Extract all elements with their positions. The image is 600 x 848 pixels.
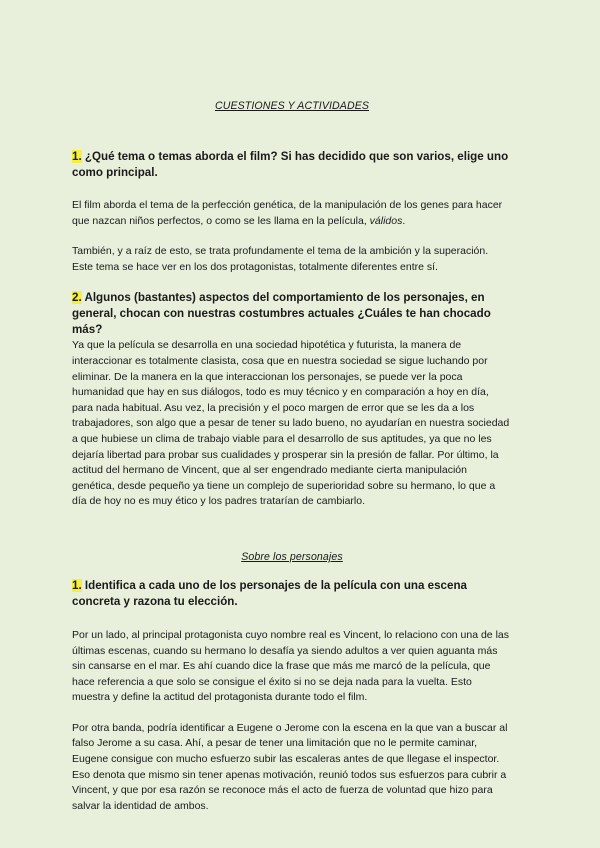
- answer-1-paragraph-1-text: El film aborda el tema de la perfección genética, de la manipulación de los genes para hacer que nazcan niños perfectos, o como se les llama en la película,: [72, 199, 503, 227]
- question-2-text: Algunos (bastantes) aspectos del comportamiento de los personajes, en general, chocan con nuestras costumbres actuales ¿Cuáles te han chocado más?: [72, 291, 491, 337]
- question-3-text: Identifica a cada uno de los personajes de la película con una escena concreta y razona tu elección.: [72, 578, 467, 608]
- question-2-number: 2.: [72, 291, 82, 305]
- answer-1-paragraph-2: También, y a raíz de esto, se trata profundamente el tema de la ambición y la superación. Este tema se hace ver en los dos protagonistas, totalmente diferentes entre sí.: [72, 245, 489, 273]
- question-1: [72, 149, 512, 181]
- answer-3-paragraph-1: Por un lado, al principal protagonista cuyo nombre real es Vincent, lo relaciono con una de las últimas escenas, cuando su hermano lo desafía ya siendo adultos a ver quien aguanta más sin cansarse en el mar. Es ahí cuando dice la frase que más me marcó de la película, que hace referencia a que solo se consigue el éxito si no se deja nada para la vuelta. Esto muestra y define la actitud del protagonista durante todo el film.: [72, 628, 509, 704]
- question-2: [72, 290, 512, 338]
- answer-3-paragraph-2: Por otra banda, podría identificar a Eugene o Jerome con la escena en la que van a buscar al falso Jerome a su casa. Ahí, a pesar de tener una limitación que no le permite caminar, Eugene consigue con mucho esfuerzo subir las escaleras antes de que llegase el inspector. Eso denota que mismo sin tener apenas motivación, reunió todos sus esfuerzos para cubrir a Vincent, y que por esa razón se reconoce más el acto de fuerza de voluntad que hizo para salvar la identidad de ambos.: [72, 721, 508, 812]
- answer-1-paragraph-1: [72, 198, 512, 229]
- answer-2-paragraph: Ya que la película se desarrolla en una sociedad hipotética y futurista, la manera de interaccionar es totalmente clasista, cosa que en nuestra sociedad se sigue luchando por eliminar. De la manera en la que interaccionan los personajes, se puede ver la poca humanidad que hay en sus diálogos, todo es muy técnico y en comparación a hoy en día, para nada habitual. Asu vez, la precisión y el poco margen de error que se les da a los trabajadores, son algo que a pesar de tener su lado bueno, no ayudarían en nuestra sociedad a que hubiese un clima de trabajo viable para el desarrollo de sus aptitudes, ya que no les dejaría libertad para probar sus cualidades y prosperar sin la presión de fallar. Por último, la actitud del hermano de Vincent, que al ser engendrado mediante cierta manipulación genética, desde pequeño ya tiene un complejo de superioridad sobre su hermano, lo que a día de hoy no es muy ético y los padres tratarían de cambiarlo.: [72, 339, 510, 508]
- question-1-text: ¿Qué tema o temas aborda el film? Si has decidido que son varios, elige uno como principal.: [72, 150, 509, 179]
- question-3: [72, 578, 512, 610]
- section-heading-personajes: Sobre los personajes: [241, 550, 343, 563]
- question-3-number: 1.: [72, 578, 82, 592]
- answer-1-paragraph-1-italic: válidos: [369, 214, 403, 227]
- page-title: CUESTIONES Y ACTIVIDADES: [214, 100, 370, 112]
- question-1-number: 1.: [72, 150, 82, 163]
- answer-1-paragraph-1-end: .: [402, 214, 406, 227]
